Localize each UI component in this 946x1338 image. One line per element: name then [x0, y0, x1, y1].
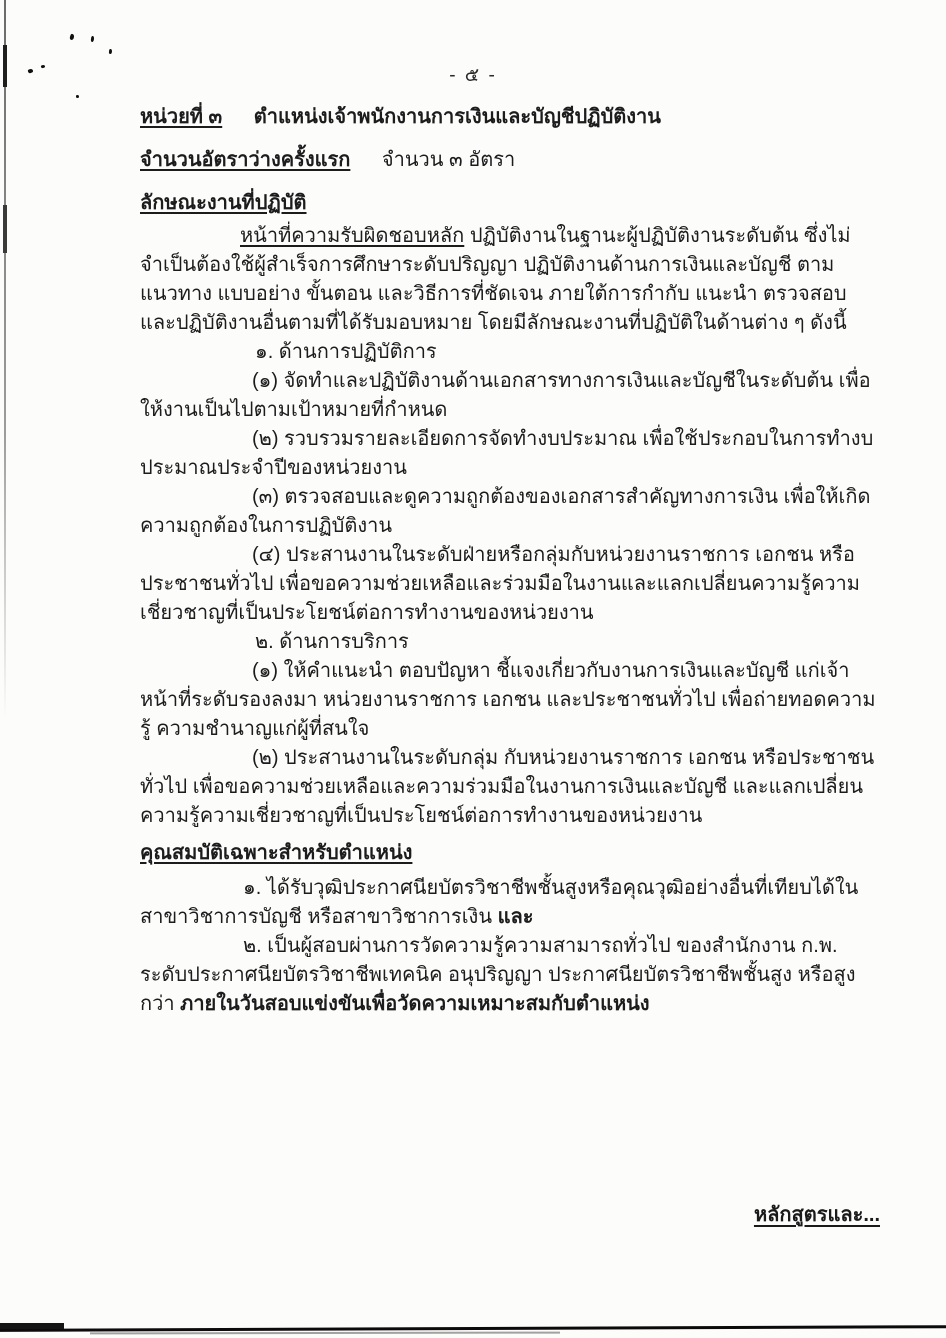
scan-artifact-left-edge-line	[4, 0, 6, 720]
page-number: - ๕ -	[449, 65, 497, 86]
scan-artifact-speck	[91, 36, 95, 42]
job-intro-paragraph	[140, 222, 877, 338]
duty-item: (๑) จัดทำและปฏิบัติงานด้านเอกสารทางการเงินและบัญชีในระดับต้น เพื่อให้งานเป็นไปตามเป้าหมายที่กำหนด	[140, 370, 871, 421]
unit-label: หน่วยที่ ๓	[140, 106, 223, 128]
page-continuation-marker: หลักสูตรและ...	[753, 1204, 880, 1226]
qualifications-section-title: คุณสมบัติเฉพาะสำหรับตำแหน่ง	[140, 842, 413, 864]
duty-group-2-heading: ๒. ด้านการบริการ	[255, 631, 409, 653]
scan-artifact-speck	[109, 49, 113, 54]
duty-item: (๑) ให้คำแนะนำ ตอบปัญหา ชี้แจงเกี่ยวกับงานการเงินและบัญชี แก่เจ้าหน้าที่ระดับรองลงมา หน่วยงานราชการ เอกชน และประชาชนทั่วไป เพื่อถ่ายทอดความรู้ ความชำนาญแก่ผู้ที่สนใจ	[140, 660, 876, 740]
duty-item: (๔) ประสานงานในระดับฝ่ายหรือกลุ่มกับหน่วยงานราชการ เอกชน หรือประชาชนทั่วไป เพื่อขอความช่วยเหลือและร่วมมือในงานและแลกเปลี่ยนความรู้ความเชี่ยวชาญที่เป็นประโยชน์ต่อการทำงานของหน่วยงาน	[140, 544, 860, 624]
scan-artifact-bottom-faint-line	[90, 1332, 560, 1335]
vacancy-value: จำนวน ๓ อัตรา	[381, 149, 516, 171]
duty-item: (๒) รวบรวมรายละเอียดการจัดทำงบประมาณ เพื่อใช้ประกอบในการทำงบประมาณประจำปีของหน่วยงาน	[140, 428, 874, 479]
document-body	[140, 103, 877, 1019]
job-intro-text: ปฏิบัติงานในฐานะผู้ปฏิบัติงานระดับต้น ซึ่งไม่จำเป็นต้องใช้ผู้สำเร็จการศึกษาระดับปริญญา ปฏิบัติงานด้านการเงินและบัญชี ตามแนวทาง แบบอย่าง ขั้นตอน และวิธีการที่ชัดเจน ภายใต้การกำกับ แนะนำ ตรวจสอบ และปฏิบัติงานอื่นตามที่ได้รับมอบหมาย โดยมีลักษณะงานที่ปฏิบัติในด้านต่าง ๆ ดังนี้	[140, 225, 851, 334]
unit-heading	[140, 103, 877, 132]
job-description-section-title: ลักษณะงานที่ปฏิบัติ	[140, 192, 307, 214]
job-intro-lead: หน้าที่ความรับผิดชอบหลัก	[240, 225, 465, 247]
scan-artifact-speck	[69, 34, 75, 41]
unit-title: ตำแหน่งเจ้าพนักงานการเงินและบัญชีปฏิบัติงาน	[253, 106, 661, 128]
vacancy-heading	[140, 146, 877, 175]
scan-artifact-left-dark-segment	[3, 205, 7, 253]
duty-item: (๓) ตรวจสอบและดูความถูกต้องของเอกสารสำคัญทางการเงิน เพื่อให้เกิดความถูกต้องในการปฏิบัติงาน	[140, 486, 871, 537]
duty-item: (๒) ประสานงานในระดับกลุ่ม กับหน่วยงานราชการ เอกชน หรือประชาชนทั่วไป เพื่อขอความช่วยเหลือและความร่วมมือในงานการเงินและบัญชี และแลกเปลี่ยนความรู้ความเชี่ยวชาญที่เป็นประโยชน์ต่อการทำงานของหน่วยงาน	[140, 747, 875, 827]
qualification-item: ๒. เป็นผู้สอบผ่านการวัดความรู้ความสามารถทั่วไป ของสำนักงาน ก.พ. ระดับประกาศนียบัตรวิชาชีพเทคนิค อนุปริญญา ประกาศนียบัตรวิชาชีพชั้นสูง หรือสูงกว่า ภายในวันสอบแข่งขันเพื่อวัดความเหมาะสมกับตำแหน่ง	[140, 935, 856, 1015]
vacancy-label: จำนวนอัตราว่างครั้งแรก	[140, 149, 351, 171]
duty-group-1-heading: ๑. ด้านการปฏิบัติการ	[255, 341, 437, 363]
qualification-bold-text: และ	[497, 906, 534, 928]
qualification-bold-text: ภายในวันสอบแข่งขันเพื่อวัดความเหมาะสมกับตำแหน่ง	[180, 993, 650, 1015]
qualification-item: ๑. ได้รับวุฒิประกาศนียบัตรวิชาชีพชั้นสูงหรือคุณวุฒิอย่างอื่นที่เทียบได้ในสาขาวิชาการบัญชี หรือสาขาวิชาการเงิน และ	[140, 877, 859, 928]
scan-artifact-bottom-blob	[0, 1323, 64, 1329]
scan-artifact-speck	[76, 95, 79, 98]
